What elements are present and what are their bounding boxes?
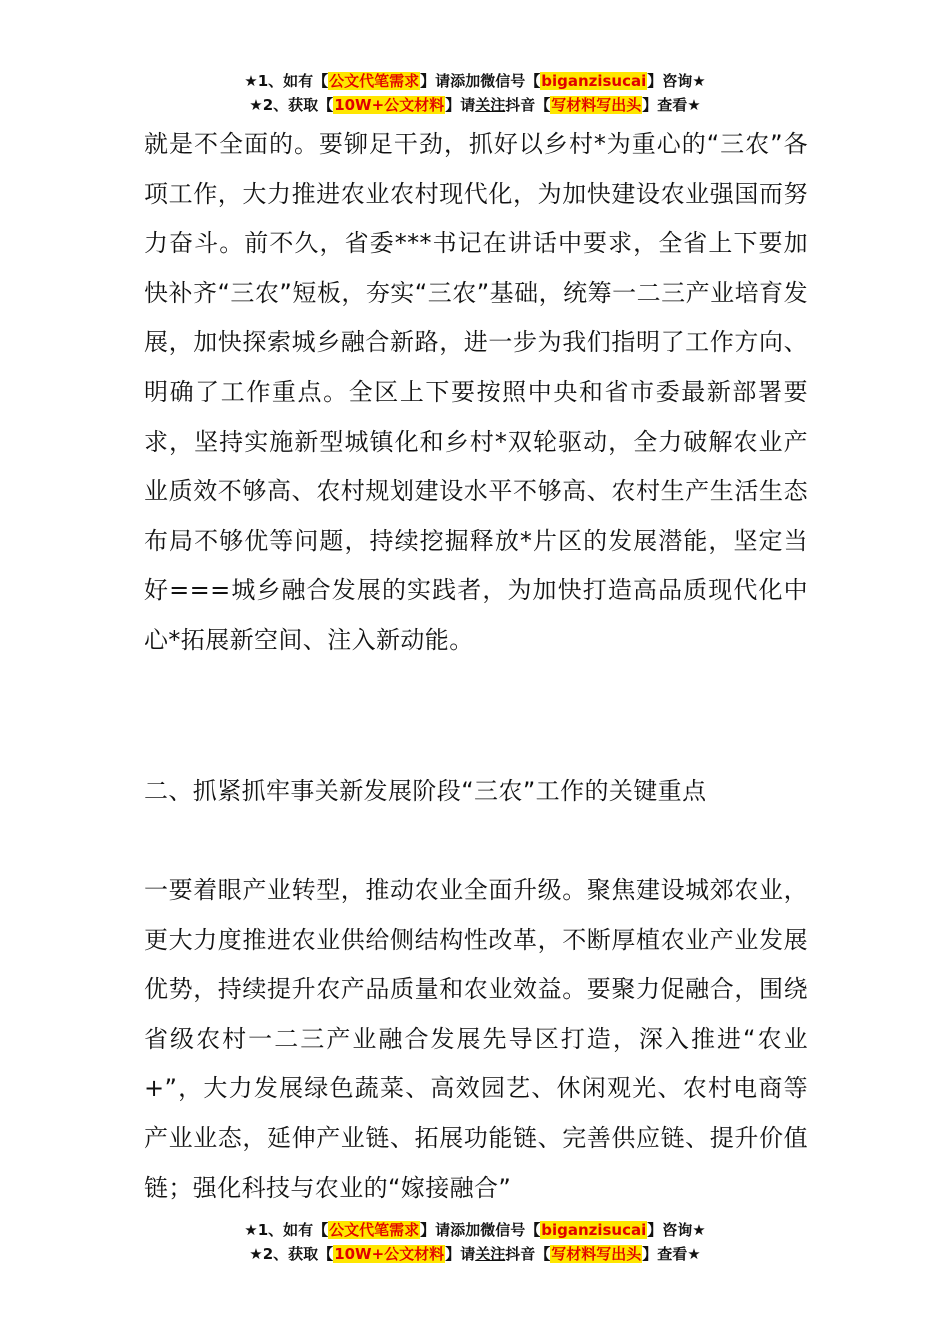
banner-text: 微信号【 (480, 1221, 541, 1239)
wechat-id-highlight: biganzisucai (541, 72, 647, 90)
banner-text: 抖音【 (505, 1245, 551, 1263)
bottom-banner-line-2 (0, 1243, 950, 1265)
banner-text: 抖音【 (505, 96, 551, 114)
banner-text: ★2、获取【 (249, 1245, 334, 1263)
ghostwriting-highlight: 公文代笔需求 (329, 72, 420, 90)
banner-text: 关注 (475, 1245, 506, 1263)
document-body (144, 120, 808, 666)
banner-text: 】请添 (420, 1221, 466, 1239)
ghostwriting-highlight: 公文代笔需求 (329, 1221, 420, 1239)
banner-text: 】请 (445, 1245, 476, 1263)
banner-text: 】请 (445, 96, 476, 114)
document-body-2 (144, 866, 808, 1213)
banner-text: 关注 (475, 96, 506, 114)
top-banner-line-2 (0, 94, 950, 116)
top-banner-line-1 (0, 70, 950, 92)
douyin-account-highlight: 写材料写出头 (551, 1245, 642, 1263)
paragraph-1: 就是不全面的。要铆足干劲，抓好以乡村*为重心的“三农”各项工作，大力推进农业农村现代化，为加快建设农业强国而努力奋斗。前不久，省委***书记在讲话中要求，全省上下要加快补齐“三农”短板，夯实“三农”基础，统筹一二三产业培育发展，加快探索城乡融合新路，进一步为我们指明了工作方向、明确了工作重点。全区上下要按照中央和省市委最新部署要求，坚持实施新型城镇化和乡村*双轮驱动，全力破解农业产业质效不够高、农村规划建设水平不够高、农村生产生活生态布局不够优等问题，持续挖掘释放*片区的发展潜能，坚定当好===城乡融合发展的实践者，为加快打造高品质现代化中心*拓展新空间、注入新动能。 (144, 130, 808, 654)
banner-text: 】咨询★ (647, 72, 706, 90)
banner-text: 加 (465, 1221, 481, 1239)
bottom-banner-line-1 (0, 1219, 950, 1241)
section-heading-2: 二、抓紧抓牢事关新发展阶段“三农”工作的关键重点 (144, 777, 707, 805)
paragraph-2: 一要着眼产业转型，推动农业全面升级。聚焦建设城郊农业，更大力度推进农业供给侧结构性改革，不断厚植农业产业发展优势，持续提升农产品质量和农业效益。要聚力促融合，围绕省级农村一二三产业融合发展先导区打造，深入推进“农业+”，大力发展绿色蔬菜、高效园艺、休闲观光、农村电商等产业业态，延伸产业链、拓展功能链、完善供应链、提升价值链；强化科技与农业的“嫁接融合” (144, 876, 808, 1202)
banner-text: 】查看★ (642, 1245, 701, 1263)
banner-text: ★2、获取【 (249, 96, 334, 114)
banner-text: 】请添 (420, 72, 466, 90)
douyin-account-highlight: 写材料写出头 (551, 96, 642, 114)
materials-highlight: 10W+公文材料 (334, 1245, 445, 1263)
banner-text: 加 (465, 72, 481, 90)
materials-highlight: 10W+公文材料 (334, 96, 445, 114)
banner-text: ★1、如有【 (244, 1221, 329, 1239)
banner-text: 】查看★ (642, 96, 701, 114)
banner-text: ★1、如有【 (244, 72, 329, 90)
wechat-id-highlight: biganzisucai (541, 1221, 647, 1239)
banner-text: 微信号【 (480, 72, 541, 90)
section-heading-block (144, 767, 808, 817)
banner-text: 】咨询★ (647, 1221, 706, 1239)
